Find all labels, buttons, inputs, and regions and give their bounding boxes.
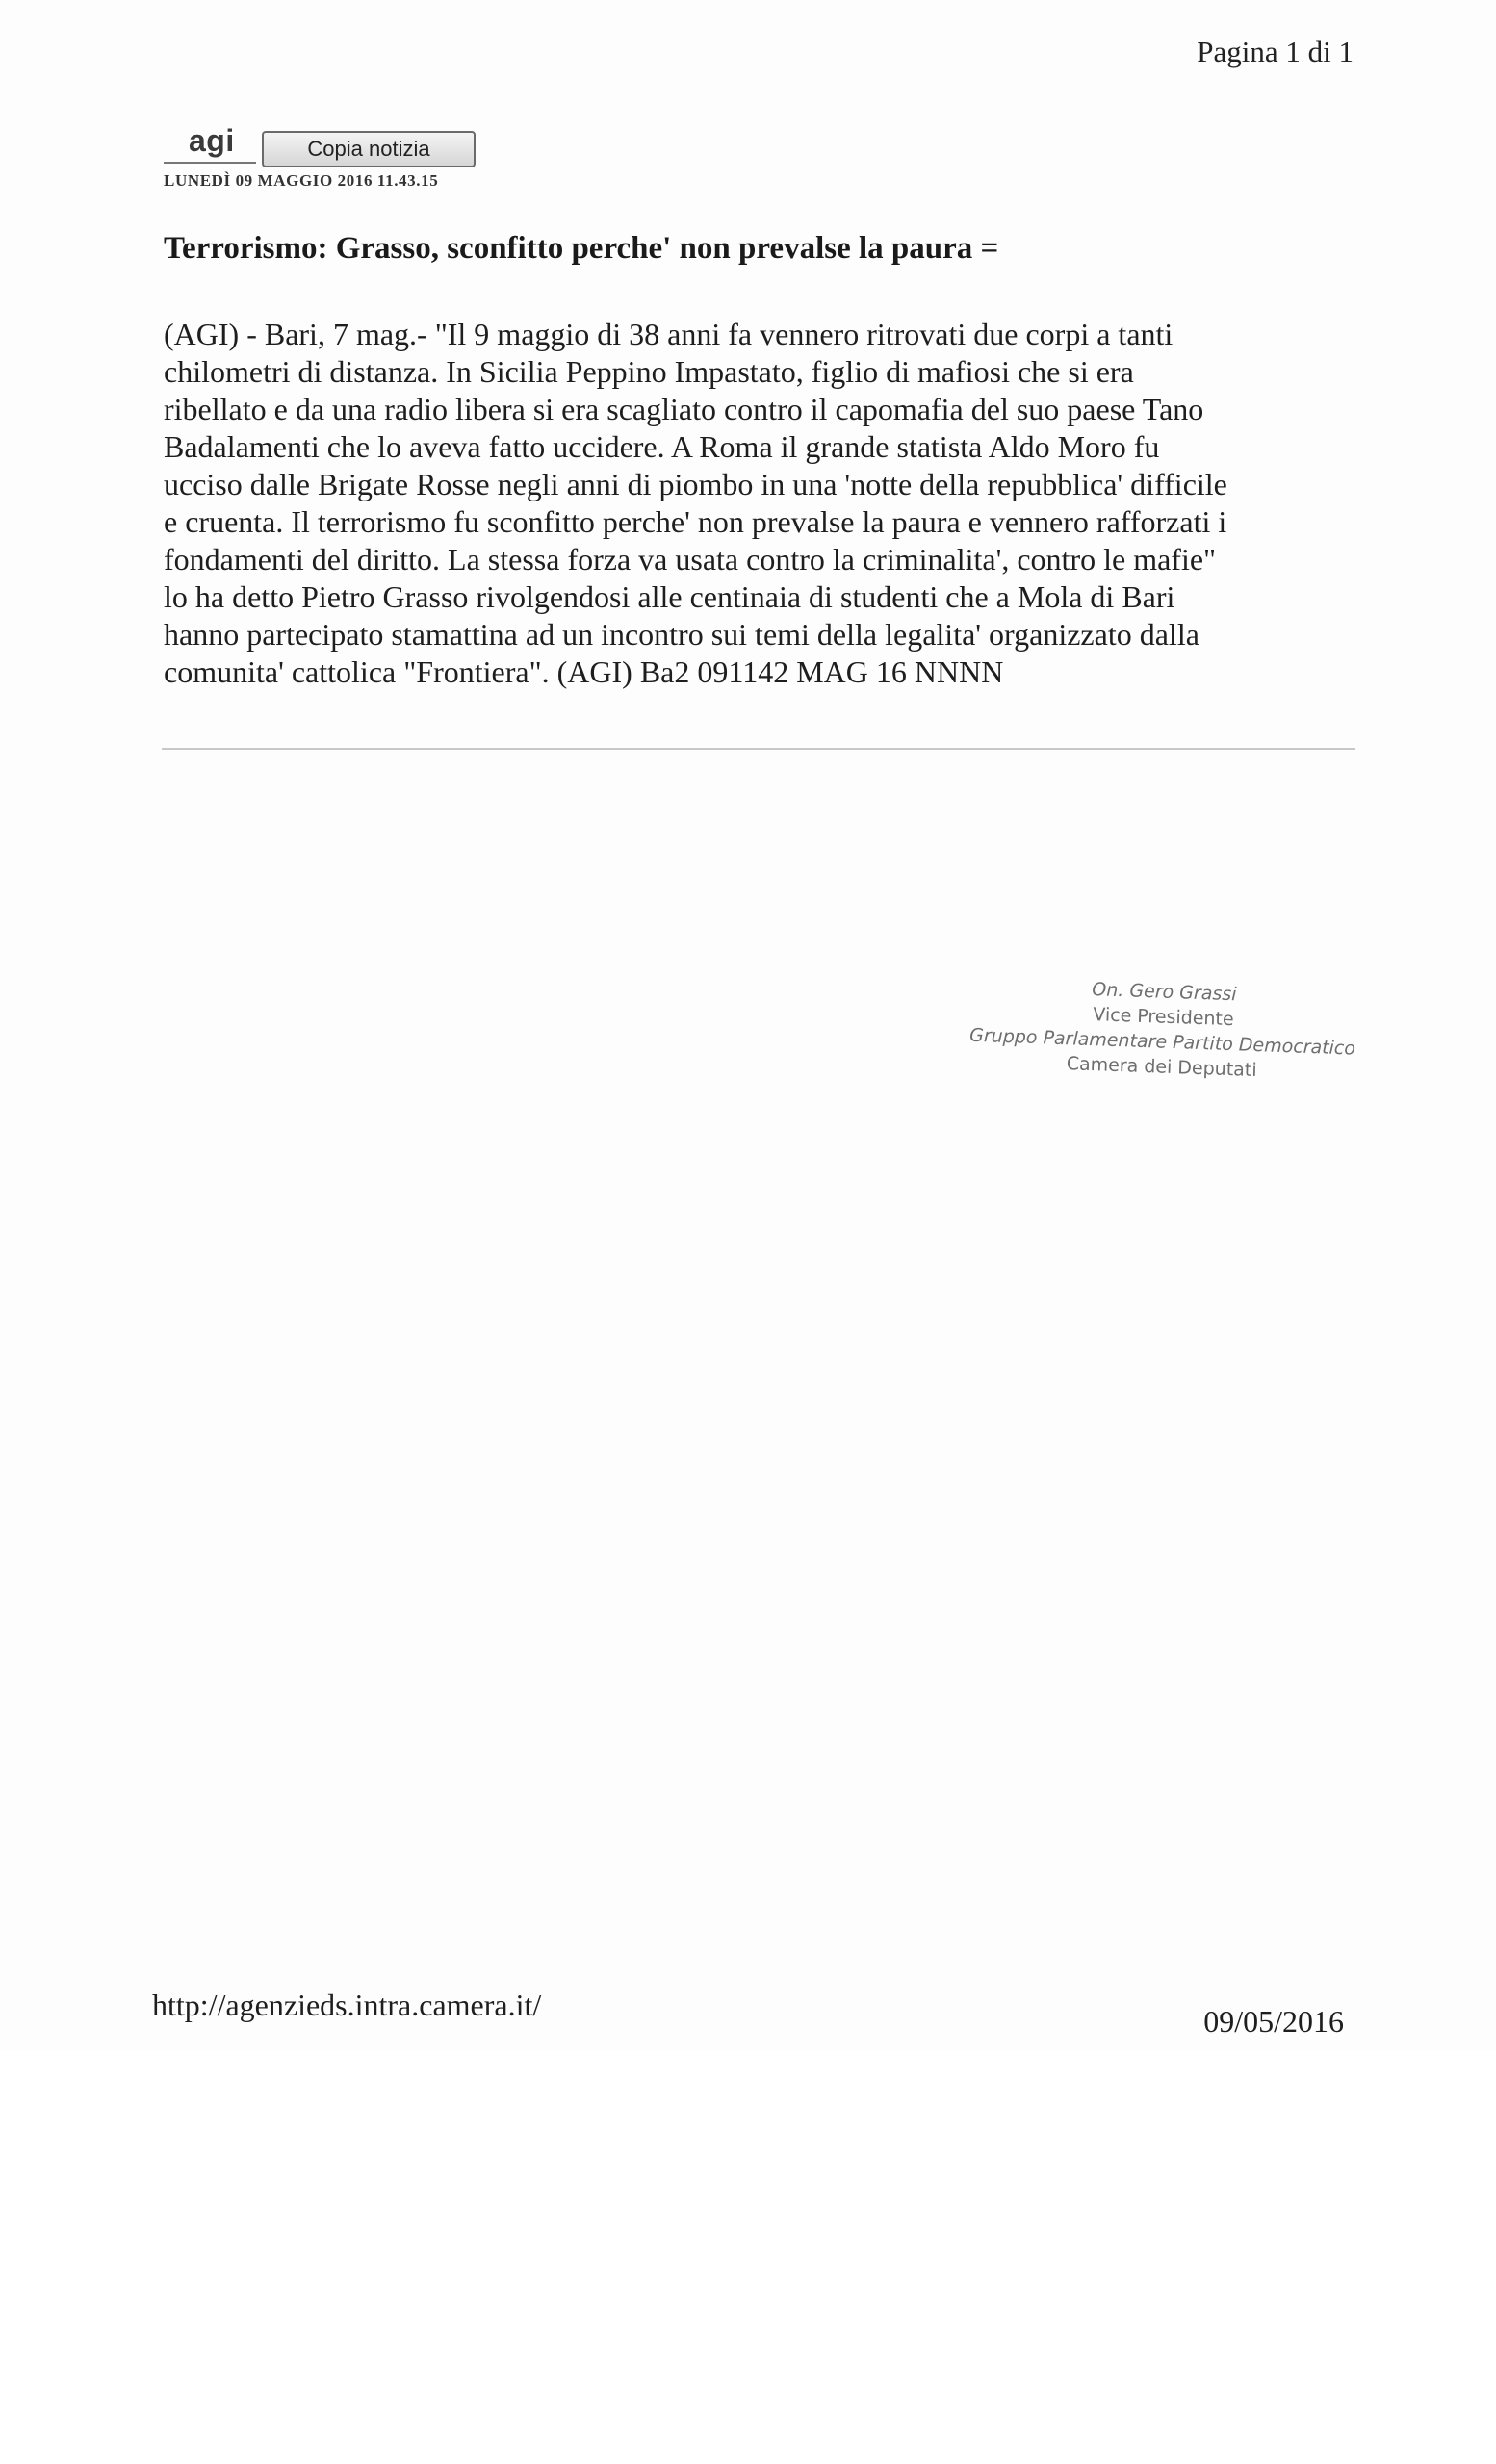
stamp-title: Vice Presidente (1092, 1004, 1235, 1031)
article-line: Badalamenti che lo aveva fatto uccidere. A Roma il grande statista Aldo Moro fu (164, 429, 1160, 464)
page-indicator: Pagina 1 di 1 (1197, 35, 1354, 68)
article-line: comunita' cattolica "Frontiera". (AGI) Ba2 091142 MAG 16 NNNN (164, 654, 1004, 689)
article-headline: Terrorismo: Grasso, sconfitto perche' non prevalse la paura = (164, 231, 999, 266)
article-line: ribellato e da una radio libera si era scagliato contro il capomafia del suo paese Tano (164, 392, 1204, 426)
footer-date: 09/05/2016 (1203, 2004, 1344, 2039)
article-line: (AGI) - Bari, 7 mag.- "Il 9 maggio di 38 anni fa vennero ritrovati due corpi a tanti (164, 317, 1174, 351)
stamp-chamber: Camera dei Deputati (1066, 1053, 1257, 1082)
separator-rule (162, 748, 1355, 750)
copy-news-button[interactable]: Copia notizia (262, 131, 476, 167)
article-line: ucciso dalle Brigate Rosse negli anni di piombo in una 'notte della repubblica' difficile (164, 467, 1227, 501)
article-line: fondamenti del diritto. La stessa forza va usata contro la criminalita', contro le mafie" (164, 542, 1217, 577)
footer-url: http://agenzieds.intra.camera.it/ (152, 1988, 542, 2022)
article-line: hanno partecipato stamattina ad un incontro sui temi della legalita' organizzato dalla (164, 617, 1199, 652)
dateline: LUNEDÌ 09 MAGGIO 2016 11.43.15 (164, 171, 439, 190)
logo-underline (164, 162, 256, 164)
agi-logo: agi (189, 123, 235, 158)
stamp-group: Gruppo Parlamentare Partito Democratico (968, 1024, 1356, 1060)
article-line: lo ha detto Pietro Grasso rivolgendosi alle centinaia di studenti che a Mola di Bari (164, 579, 1175, 614)
signature-stamp (949, 972, 1376, 1087)
article-line: chilometri di distanza. In Sicilia Peppino Impastato, figlio di mafiosi che si era (164, 354, 1134, 389)
article-body (164, 316, 1357, 691)
stamp-name: On. Gero Grassi (1091, 979, 1237, 1006)
article-line: e cruenta. Il terrorismo fu sconfitto perche' non prevalse la paura e vennero rafforzati i (164, 504, 1227, 539)
